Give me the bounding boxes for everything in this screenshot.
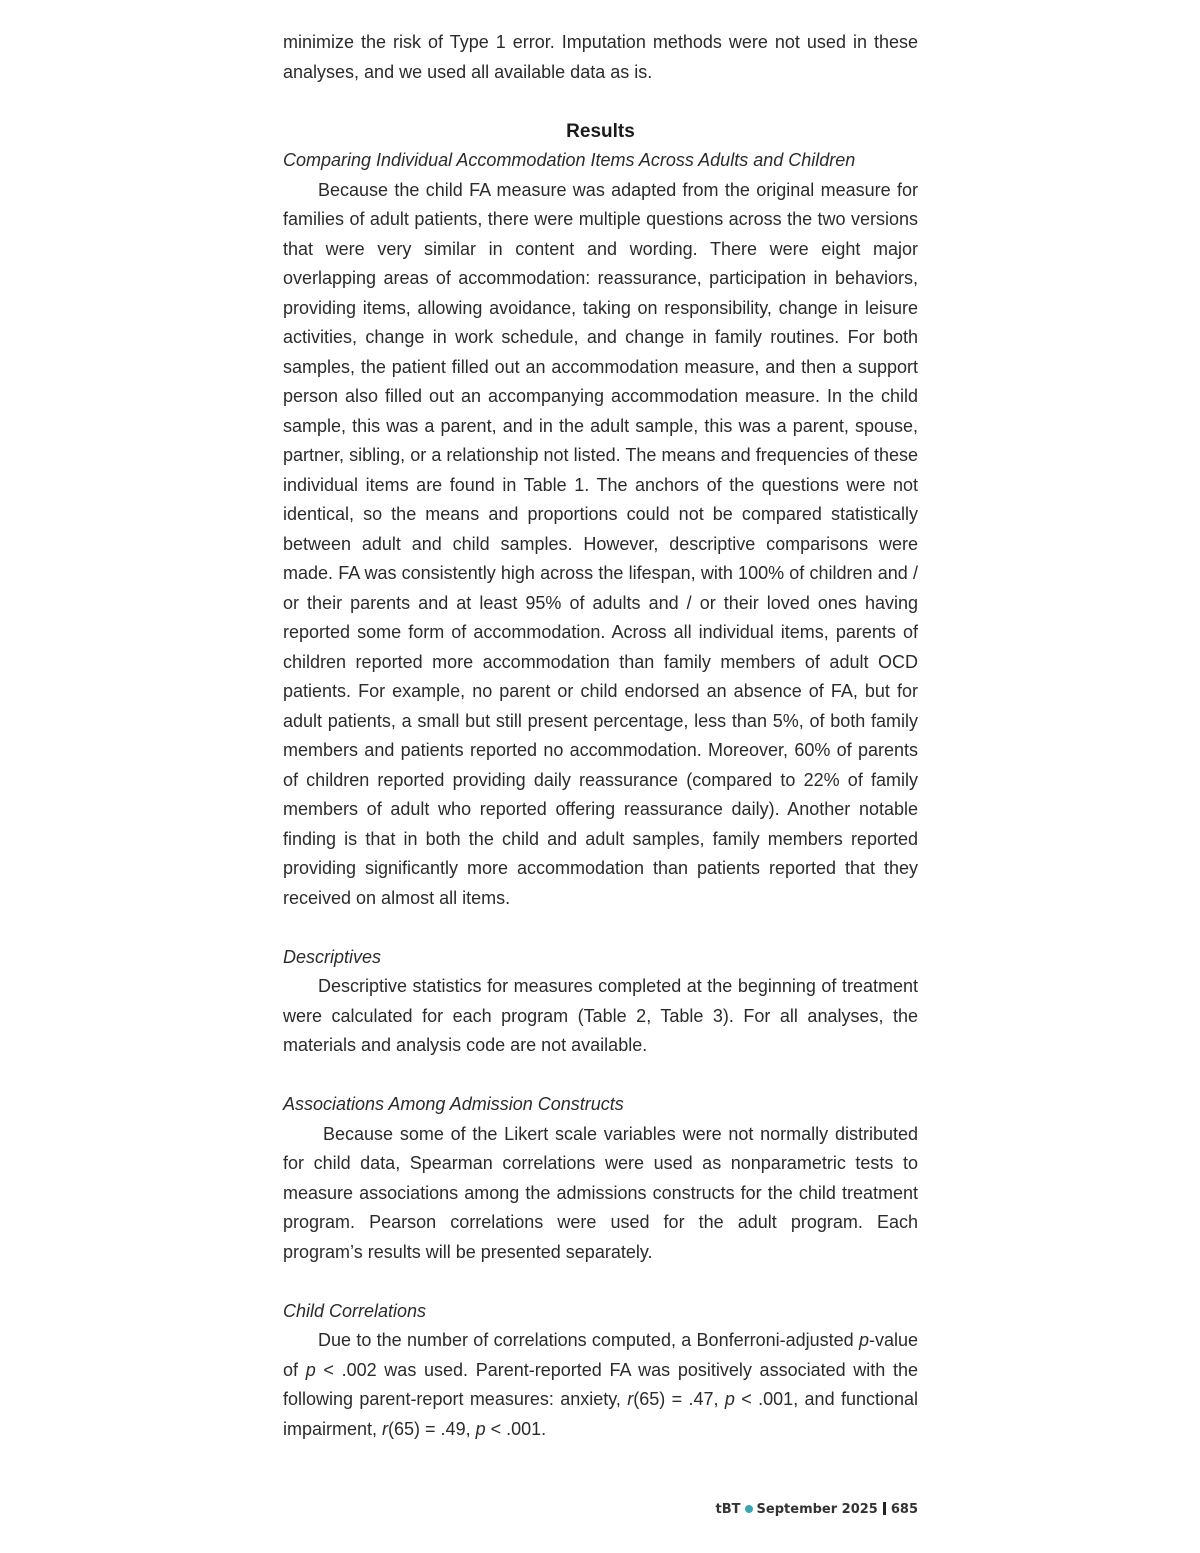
text-run: (65) = .47,	[633, 1389, 725, 1409]
results-heading: Results	[566, 120, 635, 142]
text-run: < .002 was used. Parent-reported FA was positively associated with the following parent-report measures: anxiety,	[283, 1359, 919, 1409]
italic-p: p	[305, 1359, 316, 1380]
separator-bar	[883, 1502, 886, 1515]
text-run: Due to the number of correlations computed, a Bonferroni-adjusted	[318, 1330, 859, 1350]
issue-date: September 2025	[756, 1502, 878, 1517]
spacer	[283, 1267, 918, 1297]
italic-p: p	[858, 1330, 869, 1350]
spacer	[283, 87, 918, 117]
italic-p: p	[724, 1389, 735, 1409]
paragraph-comparing-items: Because the child FA measure was adapted from the original measure for families of adult patients, there were multiple questions across the two versions that were very similar in content and wording. There were eight major overlapping areas of accommodation: reassurance, participation in behaviors, providing items, allowing avoidance, taking on responsibility, change in leisure activities, change in work schedule, and change in family routines. For both samples, the patient filled out an accommodation measure, and then a support person also filled out an accompanying accommodation measure. In the child sample, this was a parent, and in the adult sample, this was a parent, spouse, partner, sibling, or a relationship not listed. The means and frequencies of these individual items are found in Table 1. The anchors of the questions were not identical, so the means and proportions could not be compared statistically between adult and child samples. However, descriptive comparisons were made. FA was consistently high across the lifespan, with 100% of children and / or their parents and at least 95% of adults and / or their loved ones having reported some form of accommodation. Across all individual items, parents of children reported more accommodation than family members of adult OCD patients. For example, no parent or child endorsed an absence of FA, but for adult patients, a small but still present percentage, less than 5%, of both family members and patients reported no accommodation. Moreover, 60% of parents of children reported providing daily reassurance (compared to 22% of family members of adult who reported offering reassurance daily). Another notable finding is that in both the child and adult samples, family members reported providing significantly more accommodation than patients reported that they received on almost all items.	[283, 179, 918, 908]
italic-r: r	[382, 1418, 389, 1439]
spacer	[283, 1061, 918, 1091]
section-heading-associations: Associations Among Admission Constructs	[283, 1094, 624, 1114]
section-heading-comparing-items: Comparing Individual Accommodation Items Across Adults and Children	[283, 150, 856, 170]
text-run: (65) = .49,	[388, 1418, 476, 1439]
italic-p: p	[475, 1418, 486, 1439]
section-heading-child-correlations: Child Correlations	[283, 1300, 427, 1321]
text-run: < .001.	[485, 1418, 547, 1439]
text-run: -value of	[283, 1330, 918, 1380]
spacer	[283, 913, 918, 943]
italic-r: r	[627, 1389, 634, 1409]
paragraph-descriptives: Descriptive statistics for measures completed at the beginning of treatment were calculated for each program (Table 2, Table 3). For all analyses, the materials and analysis code are not available.	[283, 976, 918, 1055]
article-body	[283, 28, 918, 1444]
page-footer	[716, 1500, 918, 1520]
bullet-dot-icon	[745, 1505, 753, 1513]
intro-paragraph: minimize the risk of Type 1 error. Imputation methods were not used in these analyses, and we used all available data as is.	[283, 32, 918, 82]
section-heading-descriptives: Descriptives	[283, 946, 382, 967]
paragraph-associations: Because some of the Likert scale variables were not normally distributed for child data, Spearman correlations were used as nonparametric tests to measure associations among the admissions constructs for the child treatment program. Pearson correlations were used for the adult program. Each program’s results will be presented separately.	[283, 1123, 918, 1262]
text-run: < .001, and functional impairment,	[283, 1389, 918, 1439]
page-number: 685	[890, 1502, 918, 1517]
paragraph-child-correlations	[283, 1326, 918, 1444]
journal-name: tBT	[715, 1502, 741, 1517]
